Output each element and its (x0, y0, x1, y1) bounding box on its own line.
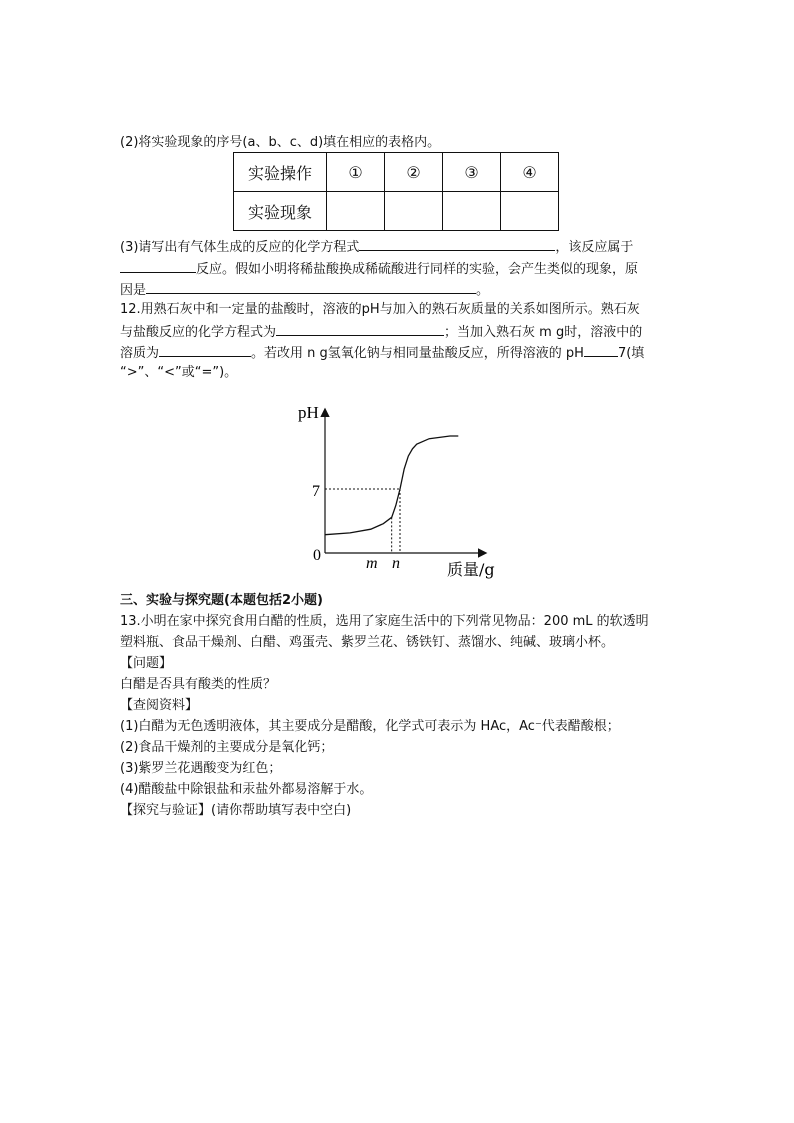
x-tick-m: m (366, 555, 378, 572)
table-col-2: ② (385, 153, 443, 192)
q12-line1: 12.用熟石灰中和一定量的盐酸时，溶液的pH与加入的熟石灰质量的关系如图所示。熟石灰 (120, 302, 640, 317)
info-item-4: (4)醋酸盐中除银盐和汞盐外都易溶解于水。 (120, 782, 373, 797)
question-header: 【问题】 (120, 656, 173, 671)
table-col-3: ③ (443, 153, 501, 192)
y-tick-7: 7 (312, 483, 320, 500)
explore-header: 【探究与验证】(请你帮助填写表中空白) (120, 803, 352, 818)
x-tick-n: n (392, 555, 400, 572)
q12-text-c: 溶质为 (120, 346, 160, 361)
q11-part3-text-e: 。 (476, 283, 490, 298)
info-header: 【查阅资料】 (120, 698, 199, 713)
q12-text-a: 与盐酸反应的化学方程式为 (120, 325, 277, 340)
info-item-2: (2)食品干燥剂的主要成分是氧化钙； (120, 740, 334, 755)
y-tick-0: 0 (313, 547, 321, 564)
q13-line1: 13.小明在家中探究食用白醋的性质，选用了家庭生活中的下列常见物品：200 mL 的软透明 (120, 614, 649, 629)
table-col-1: ① (327, 153, 385, 192)
table-header-operation: 实验操作 (234, 153, 327, 192)
q11-part2-text: (2)将实验现象的序号(a、b、c、d)填在相应的表格内。 (120, 135, 441, 150)
q13-line2: 塑料瓶、食品干燥剂、白醋、鸡蛋壳、紫罗兰花、锈铁钉、蒸馏水、纯碱、玻璃小杯。 (120, 635, 615, 650)
q12-line4: “>”、“<”或“=”)。 (120, 365, 238, 380)
q11-part3-text-b: ，该反应属于 (555, 240, 634, 255)
section3-title: 三、实验与探究题(本题包括2小题) (120, 593, 323, 608)
x-axis-label: 质量/g (447, 560, 495, 579)
ph-curve (325, 436, 458, 535)
info-item-1: (1)白醋为无色透明液体，其主要成分是醋酸，化学式可表示为 HAc，Ac⁻代表醋酸根； (120, 719, 620, 734)
table-header-phenomenon: 实验现象 (234, 192, 327, 231)
question-text: 白醋是否具有酸类的性质？ (120, 677, 277, 692)
q11-part3-text-a: (3)请写出有气体生成的反应的化学方程式 (120, 240, 360, 255)
q11-part3-text-c: 反应。假如小明将稀盐酸换成稀硫酸进行同样的实验，会产生类似的现象，原 (196, 262, 639, 277)
q11-part3-text-d: 因是 (120, 283, 147, 298)
q12-text-e: 7(填 (617, 346, 645, 361)
table-col-4: ④ (501, 153, 559, 192)
q12-text-b: ；当加入熟石灰 m g时，溶液中的 (444, 325, 643, 340)
info-item-3: (3)紫罗兰花遇酸变为红色； (120, 761, 282, 776)
q12-text-d: 。若改用 n g氢氧化钠与相同量盐酸反应，所得溶液的 pH (251, 346, 584, 361)
y-axis-label: pH (298, 403, 319, 422)
